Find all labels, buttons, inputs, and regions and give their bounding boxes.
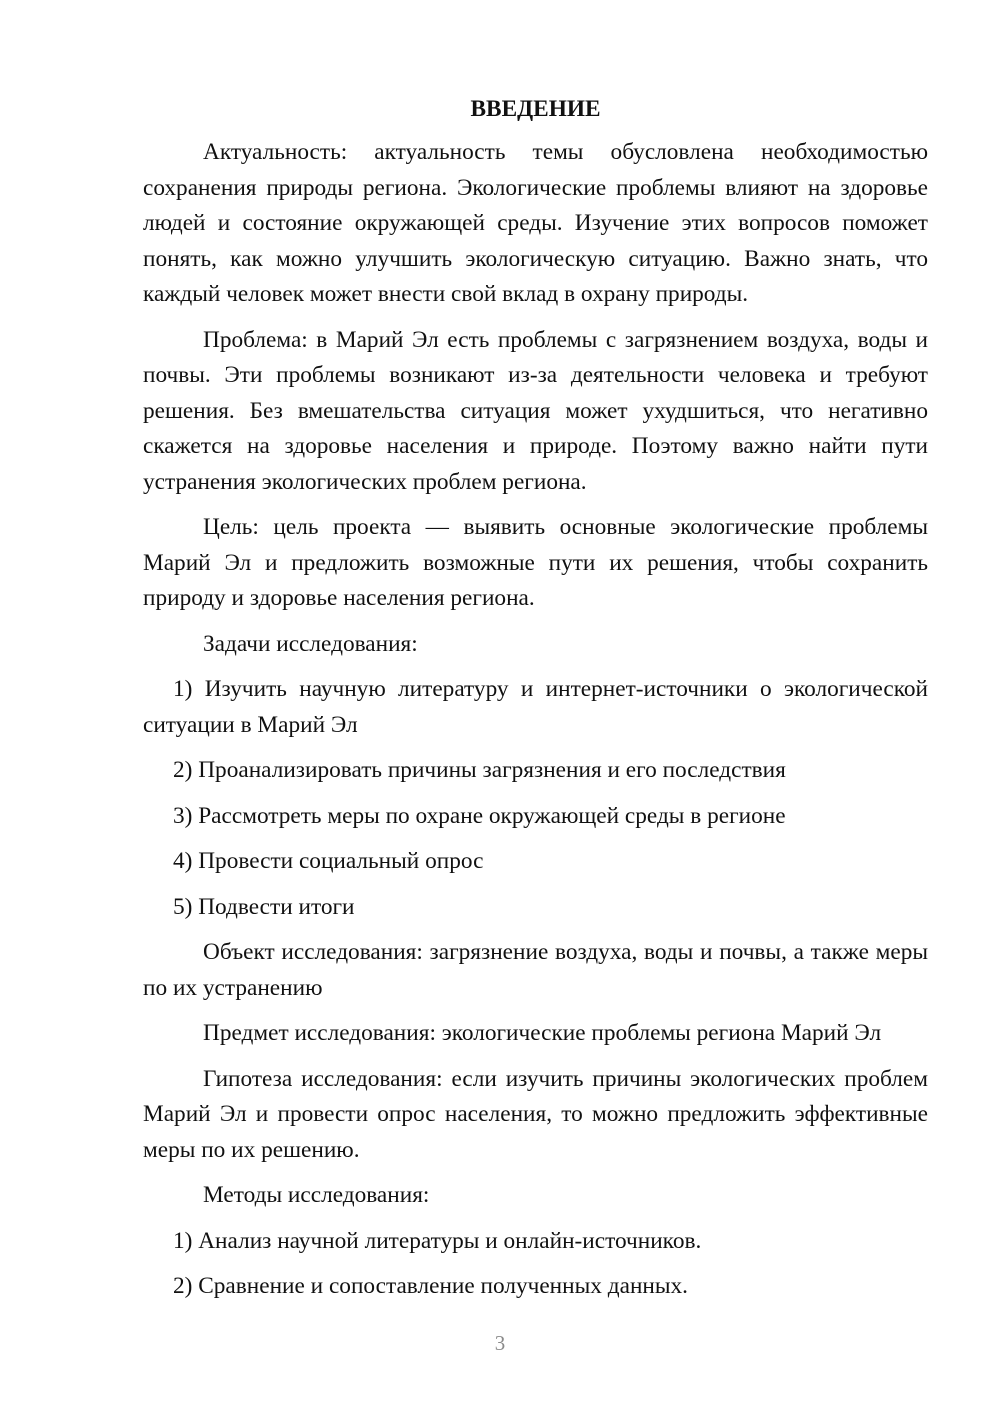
- object-paragraph: Объект исследования: загрязнение воздуха, воды и почвы, а также меры по их устранению: [143, 939, 928, 1001]
- subject-paragraph: Предмет исследования: экологические проблемы региона Марий Эл: [203, 1020, 882, 1046]
- task-item: 4) Провести социальный опрос: [173, 848, 484, 874]
- hypothesis-paragraph: Гипотеза исследования: если изучить причины экологических проблем Марий Эл и провести опрос населения, то можно предложить эффективные меры по их решению.: [143, 1065, 928, 1163]
- task-item: 2) Проанализировать причины загрязнения и его последствия: [173, 757, 786, 783]
- task-item: 1) Изучить научную литературу и интернет-источники о экологической ситуации в Марий Эл: [143, 676, 928, 738]
- methods-title: Методы исследования:: [203, 1182, 430, 1208]
- goal-paragraph: Цель: цель проекта — выявить основные экологические проблемы Марий Эл и предложить возможные пути их решения, чтобы сохранить природу и здоровье населения региона.: [143, 514, 928, 611]
- relevance-paragraph: Актуальность: актуальность темы обусловлена необходимостью сохранения природы региона. Экологические проблемы влияют на здоровье людей и состояние окружающей среды. Изучение этих вопросов поможет понять, как можно улучшить экологическую ситуацию. Важно знать, что каждый человек может внести свой вклад в охрану природы.: [143, 139, 928, 307]
- page-content: [143, 92, 928, 1315]
- method-item: 2) Сравнение и сопоставление полученных данных.: [173, 1273, 688, 1299]
- tasks-title: Задачи исследования:: [203, 630, 418, 657]
- task-item: 3) Рассмотреть меры по охране окружающей среды в регионе: [173, 802, 786, 829]
- page-number: 3: [494, 1331, 506, 1355]
- section-heading: ВВЕДЕНИЕ: [470, 96, 601, 122]
- task-item: 5) Подвести итоги: [173, 893, 355, 920]
- method-item: 1) Анализ научной литературы и онлайн-источников.: [173, 1227, 702, 1254]
- problem-paragraph: Проблема: в Марий Эл есть проблемы с загрязнением воздуха, воды и почвы. Эти проблемы возникают из-за деятельности человека и требуют решения. Без вмешательства ситуация может ухудшиться, что негативно скажется на здоровье населения и природе. Поэтому важно найти пути устранения экологических проблем региона.: [143, 326, 928, 495]
